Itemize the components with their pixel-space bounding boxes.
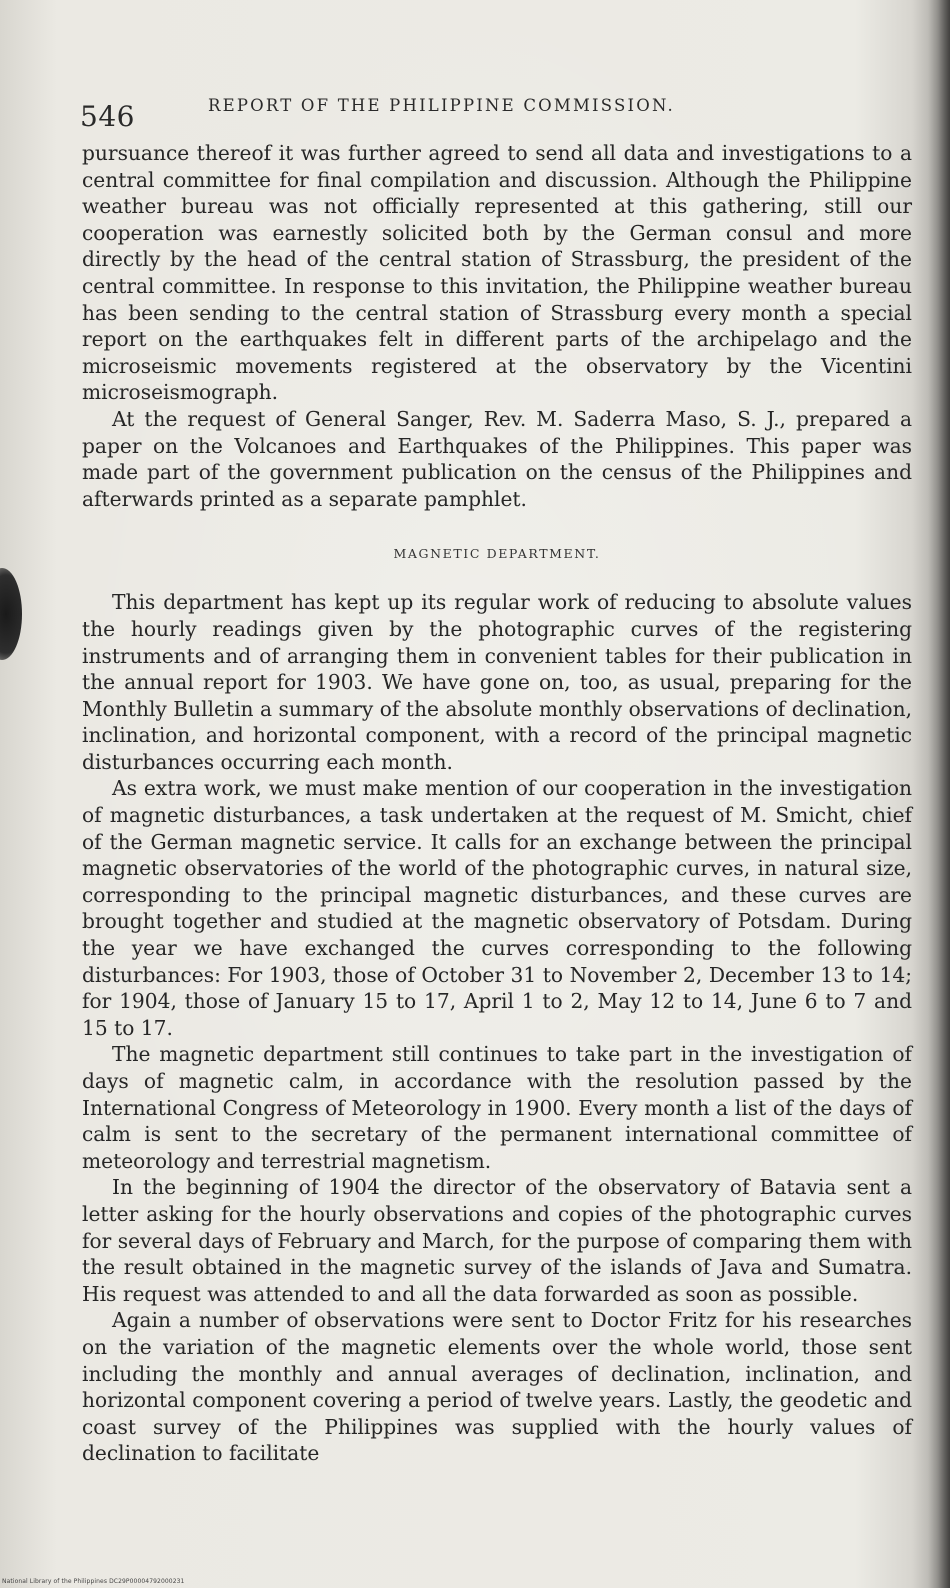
binding-hole <box>0 568 22 660</box>
paragraph-doctor-fritz: Again a number of observations were sent to Doctor Fritz for his researches on the variation of the magnetic elements over the whole world, those sent including the monthly and annual averages of declination, inclination, and horizontal component covering a period of twelve years. Lastly, the geodetic and coast survey of the Philippines was supplied with the hourly values of declination to facilitate <box>82 1308 912 1466</box>
page-edge-shadow <box>928 0 950 1588</box>
paragraph-sanger: At the request of General Sanger, Rev. M. Saderra Maso, S. J., prepared a paper on the Volcanoes and Earthquakes of the Philippines. This paper was made part of the government publication on the census of the Philippines and afterwards printed as a separate pamphlet. <box>82 406 912 511</box>
page-number: 546 <box>80 100 135 133</box>
section-heading: MAGNETIC DEPARTMENT. <box>393 546 601 562</box>
body-text <box>82 140 912 1467</box>
running-head <box>80 96 860 136</box>
paragraph-magnetic-calm: The magnetic department still continues to take part in the investigation of days of magnetic calm, in accordance with the resolution passed by the International Congress of Meteorology in 1900. Every month a list of the days of calm is sent to the secretary of the permanent international committee of meteorology and terrestrial magnetism. <box>82 1042 912 1173</box>
paragraph-extra-work: As extra work, we must make mention of our cooperation in the investigation of magnetic disturbances, a task undertaken at the request of M. Smicht, chief of the German magnetic service. It calls for an exchange between the principal magnetic observatories of the world of the photographic curves, in natural size, corresponding to the principal magnetic disturbances, and these curves are brought together and studied at the magnetic observatory of Potsdam. During the year we have exchanged the curves corresponding to the following disturbances: For 1903, those of October 31 to November 2, December 13 to 14; for 1904, those of January 15 to 17, April 1 to 2, May 12 to 14, June 6 to 7 and 15 to 17. <box>82 776 912 1040</box>
paragraph-batavia: In the beginning of 1904 the director of the observatory of Batavia sent a letter asking for the hourly observations and copies of the photographic curves for several days of February and March, for the purpose of comparing them with the result obtained in the magnetic survey of the islands of Java and Sumatra. His request was attended to and all the data forwarded as soon as possible. <box>82 1175 912 1306</box>
library-footer: National Library of the Philippines DC29P00004792000231 <box>2 1578 185 1585</box>
paragraph-continuation: pursuance thereof it was further agreed to send all data and investigations to a central committee for final compilation and discussion. Although the Philippine weather bureau was not officially represented at this gathering, still our cooperation was earnestly solicited both by the German consul and more directly by the head of the central station of Strassburg, the president of the central committee. In response to this invitation, the Philippine weather bureau has been sending to the central station of Strassburg every month a special report on the earthquakes felt in different parts of the archipelago and the microseismic movements registered at the observatory by the Vicentini microseismograph. <box>82 141 912 405</box>
paragraph-regular-work: This department has kept up its regular work of reducing to absolute values the hourly readings given by the photographic curves of the registering instruments and of arranging them in convenient tables for their publication in the annual report for 1903. We have gone on, too, as usual, preparing for the Monthly Bulletin a summary of the absolute monthly observations of declination, inclination, and horizontal component, with a record of the principal magnetic disturbances occurring each month. <box>82 590 912 774</box>
running-title: REPORT OF THE PHILIPPINE COMMISSION. <box>208 96 675 115</box>
